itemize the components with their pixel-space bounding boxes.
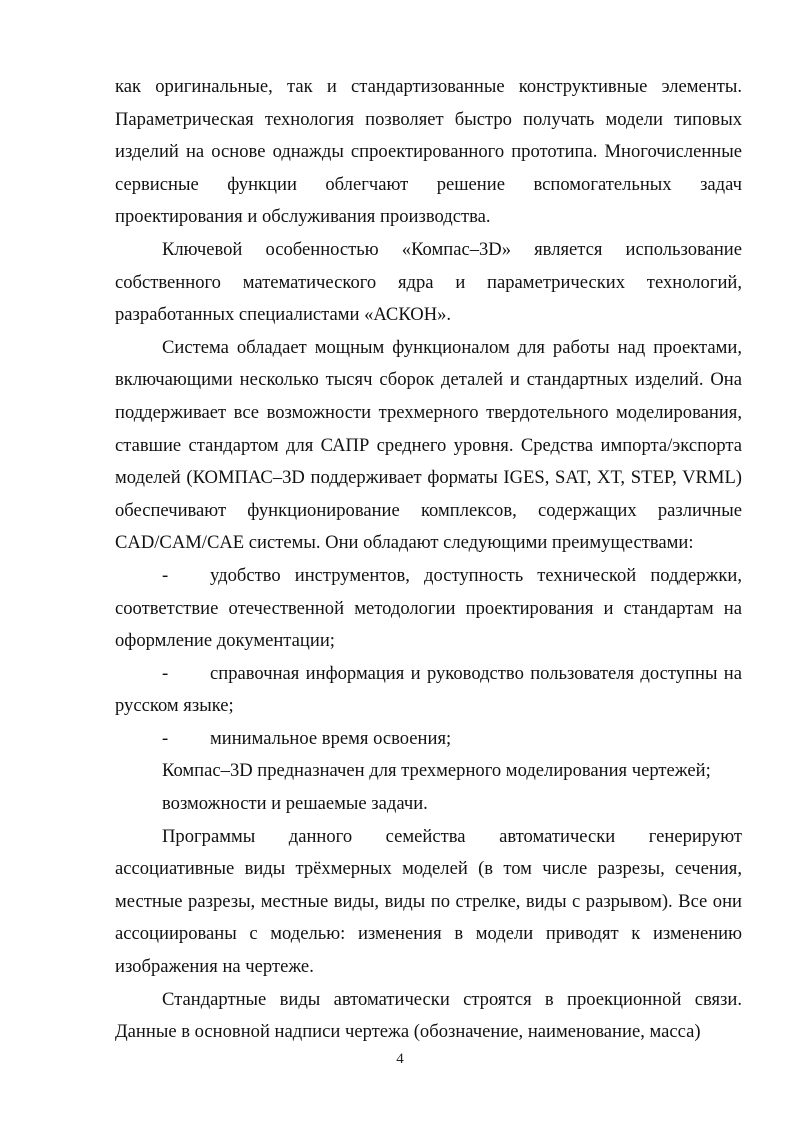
list-item — [115, 658, 742, 723]
paragraph-system-functionality: Система обладает мощным функционалом для работы над проектами, включающими несколько тысяч сборок деталей и стандартных изделий. Она поддерживает все возможности трехмерного твердотельного моделирования, ставшие стандартом для САПР среднего уровня. Средства импорта/экспорта моделей (КОМПАС–3D поддерживает форматы IGES, SAT, XT, STEP, VRML) обеспечивают функционирование комплексов, содержащих различные CAD/CAM/CAE системы. Они обладают следующими преимуществами: — [115, 336, 742, 554]
list-item-text: минимальное время освоения; — [210, 727, 452, 749]
paragraph-purpose: Компас–3D предназначен для трехмерного моделирования чертежей; — [162, 760, 711, 782]
list-dash-marker: - — [162, 727, 169, 749]
list-dash-marker: - — [162, 662, 169, 684]
document-page — [115, 71, 742, 1049]
advantages-list — [115, 560, 742, 756]
paragraph-continuation: как оригинальные, так и стандартизованные конструктивные элементы. Параметрическая технология позволяет быстро получать модели типовых изделий на основе однажды спроектированного прототипа. Многочисленные сервисные функции облегчают решение вспомогательных задач проектирования и обслуживания производства. — [115, 76, 742, 228]
list-item-text: удобство инструментов, доступность технической поддержки, соответствие отечественной методологии проектирования и стандартам на оформление документации; — [115, 564, 742, 652]
list-item-text: справочная информация и руководство пользователя доступны на русском языке; — [115, 662, 742, 717]
paragraph-standard-views: Стандартные виды автоматически строятся в проекционной связи. Данные в основной надписи чертежа (обозначение, наименование, масса) — [115, 988, 742, 1043]
paragraph-capabilities: возможности и решаемые задачи. — [162, 793, 428, 815]
page-number: 4 — [396, 1051, 404, 1067]
list-item — [115, 723, 742, 756]
list-item — [115, 560, 742, 658]
list-dash-marker: - — [162, 564, 169, 586]
paragraph-key-feature: Ключевой особенностью «Компас–3D» является использование собственного математического ядра и параметрических технологий, разработанных специалистами «АСКОН». — [115, 238, 742, 326]
paragraph-associative-views: Программы данного семейства автоматически генерируют ассоциативные виды трёхмерных моделей (в том числе разрезы, сечения, местные разрезы, местные виды, виды по стрелке, виды с разрывом). Все они ассоциированы с моделью: изменения в модели приводят к изменению изображения на чертеже. — [115, 825, 742, 978]
